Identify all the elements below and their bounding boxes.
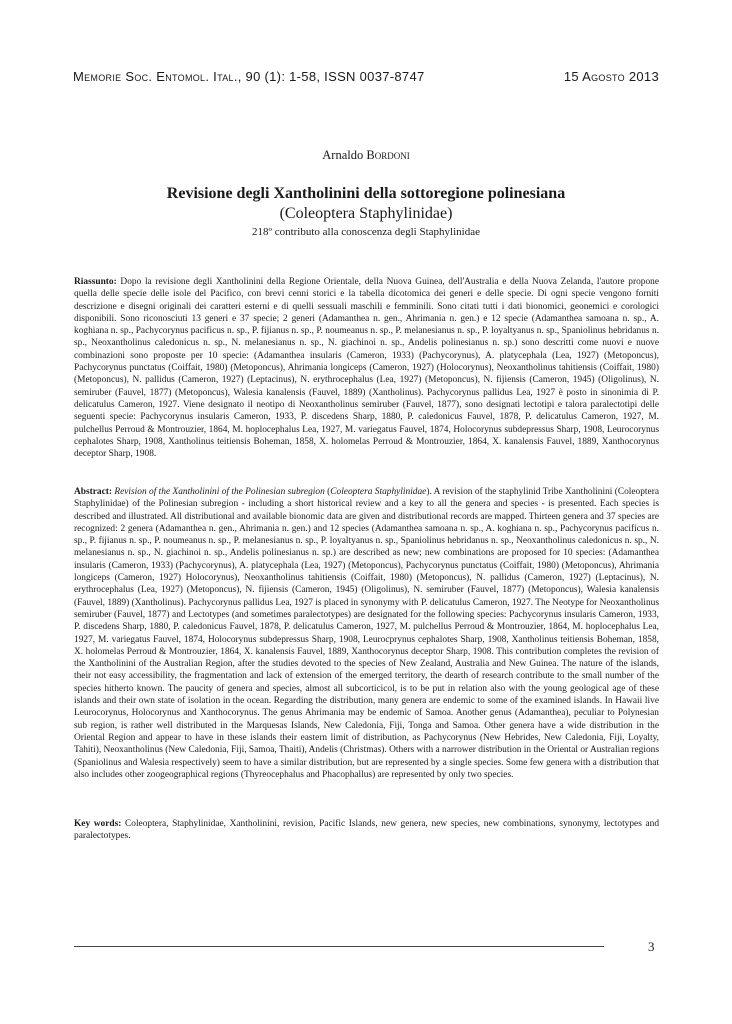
keywords-paragraph: [74, 818, 659, 843]
author-name: [0, 148, 732, 163]
riassunto-label: Riassunto:: [74, 277, 117, 287]
keywords-text: Coleoptera, Staphylinidae, Xantholinini, revision, Pacific Islands, new genera, new species, new combinations, synonymy, lectotypes and paralectotypes.: [74, 819, 660, 842]
abstract-paragraph: Abstract: Revision of the Xantholinini of the Polinesian subregion (Coleoptera Staphylinidae). A revision of the staphylinid Tribe Xantholinini (Coleoptera Staphylinidae) of the Polinesian subregion - including a short historical review and a key to all the genera and species - is presented. Each species is described and illustrated. All distributional and available bionomic data are given and distributional records are mapped. Thirteen genera and 37 species are recognized: 2 genera (Adamanthea n. gen., Ahrimania n. gen.) and 12 species (Adamanthea samoana n. sp., A. koghiana n. sp., Pachycorynus pacificus n. sp., P. fijianus n. sp., P. noumeanus n. sp., P. melanesianus n. sp., P. loyaltyanus n. sp., Spaniolinus hebridanus n. sp., Neoxantholinus caledonicus n. sp., N. melanesianus n. sp., N. giachinoi n. sp., Andelis polinesianus n. sp.) are described as new; new combinations are proposed for 10 species: (Adamanthea insularis (Cameron, 1933) (Pachycorynus), A. platycephala (Lea, 1927) (Metoponcus), Pachycorynus punctatus (Coiffait, 1980) (Metoponcus), Ahrimania longiceps (Cameron, 1927) Holocorynus), Neoxantholinus tahitiensis (Coiffait, 1980) (Metoponcus), N. pallidus (Cameron, 1927) (Leptacinus), N. erythrocephalus (Lea, 1927) (Metoponcus), N. fijiensis (Cameron, 1945) (Oligolinus), N. semiruber (Fauvel, 1877) (Metoponcus), Walesia kanalensis (Fauvel, 1889) (Xantholinus). Pachycorynus pallidus Lea, 1927 is placed in synonymy with P. delicatulus Cameron, 1927. The Neotype for Neoxantholinus semiruber (Fauvel, 1877) and Lectotypes (and sometimes paralectotypes) are designated for the following species: Pachycorynus insularis Cameron, 1933, P. discedens Sharp, 1880, P. caledonicus Fauvel, 1878, P. delicatulus Cameron, 1927, M. pulchellus Perroud & Montrouzier, 1864, M. hoplocephalus Lea, 1927, M. variegatus Fauvel, 1874, Holocorynus subdepressus Sharp, 1908, Leurocprynus cephalotes Sharp, 1908, Xantholinus teitiensis Boheman, 1858, X. holomelas Perroud & Montrouzier, 1864, X. kanalensis Fauvel, 1889, Xanthocorynus deceptor Sharp, 1908. This contribution completes the revision of the Xantholinini of the Australian Region, after the studies devoted to the species of New Zealand, Australia and New Guinea. The nature of the islands, their not easy accessibility, the fragmentation and lack of extension of the emerged territory, the dearth of research contribute to the small number of the species hitherto known. The paucity of genera and species, almost all subcorticicol, is to be put in relation also with the young geological age of these islands and their own state of isolation in the ocean. Regarding the distribution, many genera are endemic to some of the examined islands. In Hawaii live Leurocorynus, Holocorynus and Xanthocorynus. The genus Ahrimania may be endemic of Samoa. Another genus (Adamanthea), peculiar to Polynesian sub region, is rather well distributed in the Marquesas Islands, New Caledonia, Fiji, Tonga and Samoa. Other genera have a wide distribution in the Oriental Region and appear to have in these islands their eastern limit of distribution, as Pachycorynus (New Hebrides, New Caledonia, Fiji, Loyalty, Tahiti), Neoxantholinus (New Caledonia, Fiji, Samoa, Thaiti), Andelis (Christmas). Others with a narrower distribution in the Oriental or Australian regions (Spaniolinus and Walesia respectively) seem to have a similar distribution, but are represented by a single species. Some few genera with a distribution that also includes other zoogeographical regions (Thyreocephalus and Phacophallus) are represented by only two species.: [74, 487, 659, 780]
publication-date: 15 Agosto 2013: [563, 69, 659, 84]
abstract-lead-title: Revision of the Xantholinini of the Polinesian subregion: [114, 487, 325, 497]
riassunto-paragraph: [74, 276, 659, 460]
abstract-lead-taxon: Coleoptera Staphylinidae: [330, 487, 427, 497]
keywords-label: Key words:: [74, 819, 122, 829]
paper-subtitle: (Coleoptera Staphylinidae): [279, 205, 453, 222]
author-last-name: Bordoni: [366, 148, 410, 162]
author-first-name: Arnaldo: [322, 148, 364, 162]
footer-divider: [74, 946, 604, 947]
abstract-label: Abstract:: [74, 487, 113, 497]
paper-title: Revisione degli Xantholinini della sottoregione polinesiana: [166, 185, 566, 202]
page-number: 3: [648, 939, 655, 954]
journal-citation: Memorie Soc. Entomol. Ital., 90 (1): 1-58, ISSN 0037-8747: [73, 69, 425, 84]
contribution-note: 218º contributo alla conoscenza degli Staphylinidae: [252, 226, 480, 238]
abstract-text: A revision of the staphylinid Tribe Xantholinini (Coleoptera Staphylinidae) of the Polinesian subregion - including a short historical review and a key to all the genera and species - is presented. Each species is described and illustrated. All distributional and available bionomic data are given and distributional records are mapped. Thirteen genera and 37 species are recognized: 2 genera (Adamanthea n. gen., Ahrimania n. gen.) and 12 species (Adamanthea samoana n. sp., A. koghiana n. sp., Pachycorynus pacificus n. sp., P. fijianus n. sp., P. noumeanus n. sp., P. melanesianus n. sp., P. loyaltyanus n. sp., Spaniolinus hebridanus n. sp., Neoxantholinus caledonicus n. sp., N. melanesianus n. sp., N. giachinoi n. sp., Andelis polinesianus n. sp.) are described as new; new combinations are proposed for 10 species: (Adamanthea insularis (Cameron, 1933) (Pachycorynus), A. platycephala (Lea, 1927) (Metoponcus), Pachycorynus punctatus (Coiffait, 1980) (Metoponcus), Ahrimania longiceps (Cameron, 1927) Holocorynus), Neoxantholinus tahitiensis (Coiffait, 1980) (Metoponcus), N. pallidus (Cameron, 1927) (Leptacinus), N. erythrocephalus (Lea, 1927) (Metoponcus), N. fijiensis (Cameron, 1945) (Oligolinus), N. semiruber (Fauvel, 1877) (Metoponcus), Walesia kanalensis (Fauvel, 1889) (Xantholinus). Pachycorynus pallidus Lea, 1927 is placed in synonymy with P. delicatulus Cameron, 1927. The Neotype for Neoxantholinus semiruber (Fauvel, 1877) and Lectotypes (and sometimes paralectotypes) are designated for the following species: Pachycorynus insularis Cameron, 1933, P. discedens Sharp, 1880, P. caledonicus Fauvel, 1878, P. delicatulus Cameron, 1927, M. pulchellus Perroud & Montrouzier, 1864, M. hoplocephalus Lea, 1927, M. variegatus Fauvel, 1874, Holocorynus subdepressus Sharp, 1908, Leurocprynus cephalotes Sharp, 1908, Xantholinus teitiensis Boheman, 1858, X. holomelas Perroud & Montrouzier, 1864, X. kanalensis Fauvel, 1889, Xanthocorynus deceptor Sharp, 1908. This contribution completes the revision of the Xantholinini of the Australian Region, after the studies devoted to the species of New Zealand, Australia and New Guinea. The nature of the islands, their not easy accessibility, the fragmentation and lack of extension of the emerged territory, the dearth of research contribute to the small number of the species hitherto known. The paucity of genera and species, almost all subcorticicol, is to be put in relation also with the young geological age of these islands and their own state of isolation in the ocean. Regarding the distribution, many genera are endemic to some of the examined islands. In Hawaii live Leurocorynus, Holocorynus and Xanthocorynus. The genus Ahrimania may be endemic of Samoa. Another genus (Adamanthea), peculiar to Polynesian sub region, is rather well distributed in the Marquesas Islands, New Caledonia, Fiji, Tonga and Samoa. Other genera have a wide distribution in the Oriental Region and appear to have in these islands their eastern limit of distribution, as Pachycorynus (New Hebrides, New Caledonia, Fiji, Loyalty, Tahiti), Neoxantholinus (New Caledonia, Fiji, Samoa, Thaiti), Andelis (Christmas). Others with a narrower distribution in the Oriental or Australian regions (Spaniolinus and Walesia respectively) seem to have a similar distribution, but are represented by a single species. Some few genera with a distribution that also includes other zoogeographical regions (Thyreocephalus and Phacophallus) are represented by only two species.: [74, 487, 659, 780]
riassunto-text: Dopo la revisione degli Xantholinini della Regione Orientale, della Nuova Guinea, dell'Australia e della Nuova Zelanda, l'autore propone quella delle specie delle isole del Pacifico, con brevi cenni storici e la tabella dicotomica dei generi e delle specie. Di ogni specie vengono forniti descrizione e disegni originali dei caratteri esterni e di quelli sessuali maschili e femminili. Sono citati tutti i dati bionomici, geonemici e corologici disponibili. Sono riconosciuti 13 generi e 37 specie; 2 generi (Adamanthea n. gen., Ahrimania n. gen.) e 12 specie (Adamanthea samoana n. sp., A. koghiana n. sp., Pachycorynus pacificus n. sp., P. fijianus n. sp., P. noumeanus n. sp., P. melanesianus n. sp., P. loyaltyanus n. sp., Spaniolinus hebridanus n. sp., Neoxantholinus caledonicus n. sp., N. melanesianus n. sp., N. giachinoi n. sp., Andelis polinesianus n. sp.) sono descritti come nuovi e nuove combinazioni sono proposte per 10 specie: (Adamanthea insularis (Cameron, 1933) (Pachycorynus), A. platycephala (Lea, 1927) (Metoponcus), Pachycorynus punctatus (Coiffait, 1980) (Metoponcus), Ahrimania longiceps (Cameron, 1927) (Holocorynus), Neoxantholinus tahitiensis (Coiffait, 1980) (Metoponcus), N. pallidus (Cameron, 1927) (Leptacinus), N. erythrocephalus (Lea, 1927) (Metoponcus), N. fijiensis (Cameron, 1945) (Oligolinus), N. semiruber (Fauvel, 1877) (Metoponcus), Walesia kanalensis (Fauvel, 1889) (Xantholinus). Pachycorynus pallidus Lea, 1927 è posto in sinonimia di P. delicatulus Cameron, 1927. Viene designato il neotipo di Neoxantholinus semiruber (Fauvel, 1877), sono designati lectotipi e talora paralectotipi delle seguenti specie: Pachycorynus insularis Cameron, 1933, P. discedens Sharp, 1880, P. caledonicus Fauvel, 1878, P. delicatulus Cameron, 1927, M. pulchellus Perroud & Montrouzier, 1864, M. hoplocephalus Lea, 1927, M. variegatus Fauvel, 1874, Holocorynus subdepressus Sharp, 1908, Leurocorynus cephalotes Sharp, 1908, Xantholinus teitiensis Boheman, 1858, X. holomelas Perroud & Montrouzier, 1864, X. kanalensis Fauvel, 1889, Xanthocorynus deceptor Sharp, 1908.: [74, 277, 660, 460]
running-header: [73, 69, 659, 84]
